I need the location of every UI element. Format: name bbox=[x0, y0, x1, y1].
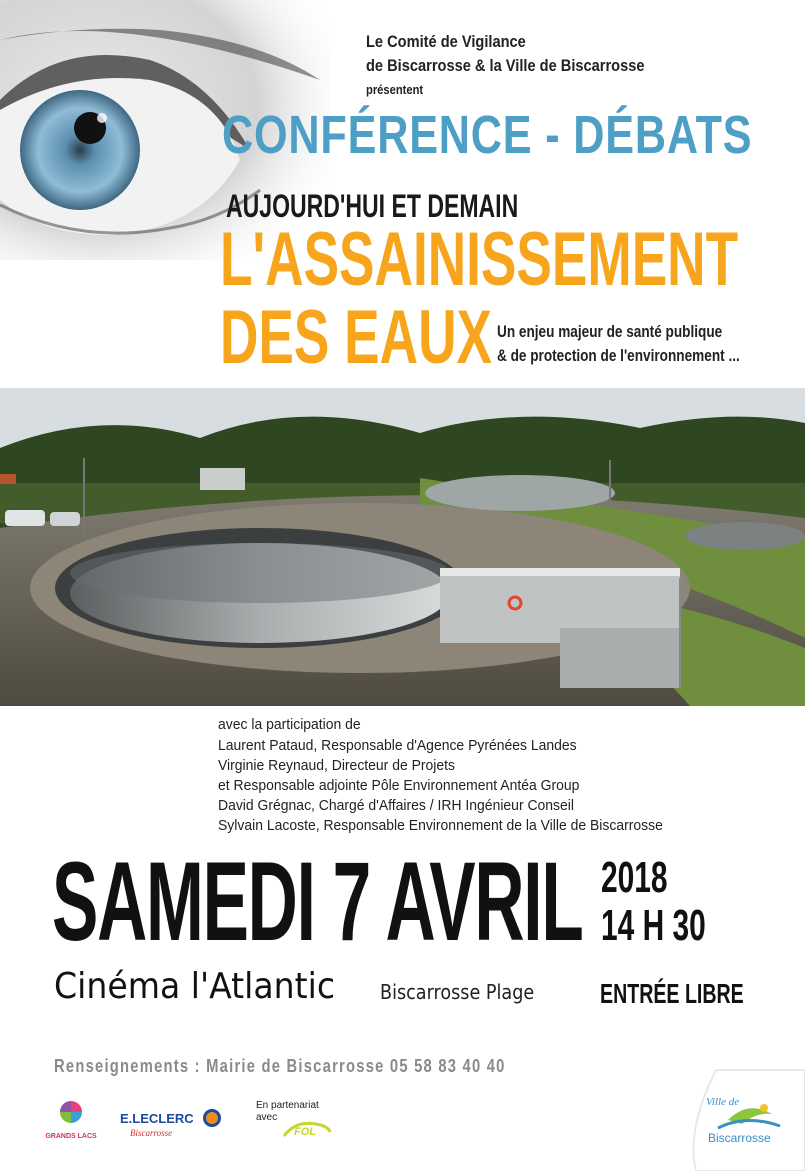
partnership-block bbox=[256, 1100, 336, 1150]
participant-line: David Grégnac, Chargé d'Affaires / IRH Ingénieur Conseil bbox=[218, 797, 574, 814]
subheading: AUJOURD'HUI ET DEMAIN bbox=[226, 188, 519, 224]
grands-lacs-logo bbox=[45, 1098, 97, 1150]
admission-label: ENTRÉE LIBRE bbox=[600, 978, 744, 1009]
ville-logo-line-2: Biscarrosse bbox=[708, 1131, 771, 1145]
venue-place: Biscarrosse Plage bbox=[380, 980, 535, 1004]
conference-heading: CONFÉRENCE - DÉBATS bbox=[222, 105, 753, 165]
main-title-line-2: DES EAUX bbox=[220, 295, 492, 380]
event-date: SAMEDI 7 AVRIL bbox=[52, 839, 583, 964]
event-year: 2018 bbox=[601, 853, 668, 902]
fol-logo bbox=[282, 1118, 332, 1138]
leclerc-logo bbox=[120, 1108, 224, 1140]
participant-line: Virginie Reynaud, Directeur de Projets bbox=[218, 757, 456, 774]
grands-lacs-logo-text: GRANDS LACS bbox=[45, 1133, 97, 1140]
leclerc-logo-text: E.LECLERC bbox=[120, 1111, 194, 1126]
participants-intro: avec la participation de bbox=[218, 716, 361, 733]
leclerc-sub-text: Biscarrosse bbox=[130, 1128, 173, 1138]
partnership-line-1: En partenariat bbox=[256, 1100, 319, 1111]
ville-biscarrosse-logo bbox=[676, 1070, 805, 1171]
event-venue: Cinéma l'Atlantic bbox=[54, 966, 336, 1007]
main-title-line-1: L'ASSAINISSEMENT bbox=[220, 217, 739, 302]
partnership-line-2: avec bbox=[256, 1112, 278, 1123]
organizer-line-2: de Biscarrosse & la Ville de Biscarrosse bbox=[366, 56, 645, 75]
participant-line: Laurent Pataud, Responsable d'Agence Pyrénées Landes bbox=[218, 737, 577, 754]
organizer-line-1: Le Comité de Vigilance bbox=[366, 32, 526, 51]
fol-logo-text: FOL bbox=[294, 1126, 316, 1138]
treatment-plant-photo bbox=[0, 388, 805, 706]
presents-label: présentent bbox=[366, 82, 424, 97]
tagline-line-2: & de protection de l'environnement ... bbox=[497, 346, 740, 365]
tagline-line-1: Un enjeu majeur de santé publique bbox=[497, 322, 723, 341]
info-contact: Renseignements : Mairie de Biscarrosse 05 58 83 40 40 bbox=[54, 1056, 506, 1076]
ville-logo-line-1: Ville de bbox=[706, 1096, 740, 1108]
participant-line: et Responsable adjointe Pôle Environnement Antéa Group bbox=[218, 777, 580, 794]
participant-line: Sylvain Lacoste, Responsable Environnement de la Ville de Biscarrosse bbox=[218, 817, 663, 834]
event-time: 14 H 30 bbox=[601, 901, 706, 950]
